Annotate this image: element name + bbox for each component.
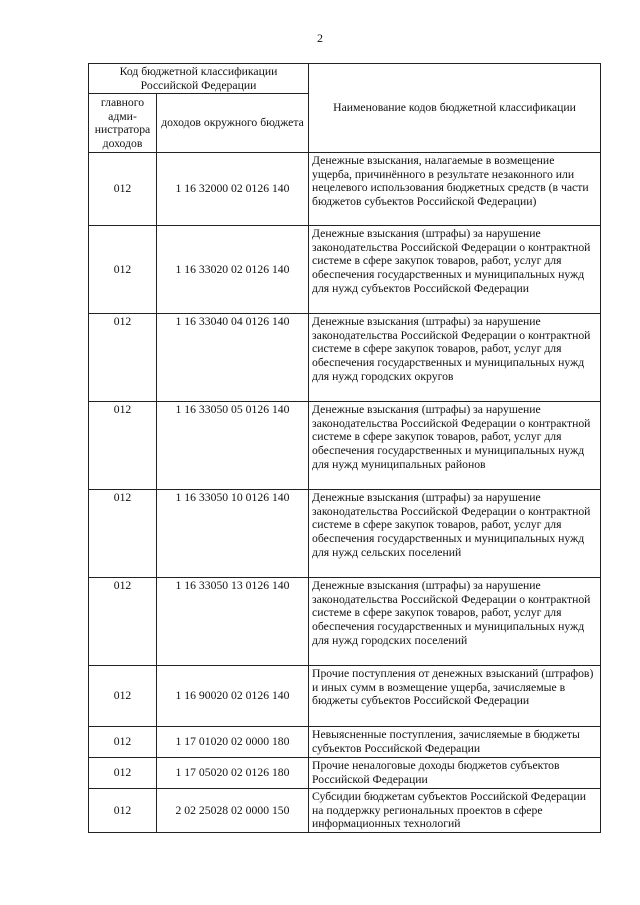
page-number: 2 bbox=[317, 31, 323, 45]
header-admin: главного адми-нистратора доходов bbox=[89, 94, 157, 153]
header-group: Код бюджетной классификации Российской Федерации bbox=[89, 64, 309, 94]
revenue-code-cell: 1 16 33020 02 0126 140 bbox=[157, 226, 309, 314]
revenue-code-cell: 1 16 33040 04 0126 140 bbox=[157, 314, 309, 402]
code-name-cell: Денежные взыскания (штрафы) за нарушение законодательства Российской Федерации о контрактной системе в сфере закупок товаров, работ, услуг для обеспечения государственных и муниципальных нужд для нужд муниципальных районов bbox=[309, 402, 601, 490]
revenue-code-cell: 1 16 33050 10 0126 140 bbox=[157, 490, 309, 578]
admin-code-cell: 012 bbox=[89, 758, 157, 789]
table-row bbox=[89, 758, 601, 789]
admin-code-cell: 012 bbox=[89, 226, 157, 314]
code-name-cell: Денежные взыскания (штрафы) за нарушение законодательства Российской Федерации о контрактной системе в сфере закупок товаров, работ, услуг для обеспечения государственных и муниципальных нужд для нужд субъектов Российской Федерации bbox=[309, 226, 601, 314]
code-name-cell: Денежные взыскания (штрафы) за нарушение законодательства Российской Федерации о контрактной системе в сфере закупок товаров, работ, услуг для обеспечения государственных и муниципальных нужд для нужд городских округов bbox=[309, 314, 601, 402]
admin-code-cell: 012 bbox=[89, 314, 157, 402]
code-name-cell: Прочие поступления от денежных взысканий (штрафов) и иных сумм в возмещение ущерба, зачисляемые в бюджеты субъектов Российской Федерации bbox=[309, 666, 601, 727]
revenue-code-cell: 1 16 33050 05 0126 140 bbox=[157, 402, 309, 490]
table-row bbox=[89, 226, 601, 314]
code-name-cell: Денежные взыскания (штрафы) за нарушение законодательства Российской Федерации о контрактной системе в сфере закупок товаров, работ, услуг для обеспечения государственных и муниципальных нужд для нужд сельских поселений bbox=[309, 490, 601, 578]
admin-code-cell: 012 bbox=[89, 789, 157, 833]
header-code: доходов окружного бюджета bbox=[157, 94, 309, 153]
revenue-code-cell: 1 16 33050 13 0126 140 bbox=[157, 578, 309, 666]
code-name-cell: Субсидии бюджетам субъектов Российской Федерации на поддержку региональных проектов в сфере информационных технологий bbox=[309, 789, 601, 833]
header-name: Наименование кодов бюджетной классификации bbox=[309, 64, 601, 153]
admin-code-cell: 012 bbox=[89, 153, 157, 226]
revenue-code-cell: 1 16 90020 02 0126 140 bbox=[157, 666, 309, 727]
admin-code-cell: 012 bbox=[89, 402, 157, 490]
admin-code-cell: 012 bbox=[89, 578, 157, 666]
budget-classification-table bbox=[88, 63, 601, 833]
code-name-cell: Прочие неналоговые доходы бюджетов субъектов Российской Федерации bbox=[309, 758, 601, 789]
admin-code-cell: 012 bbox=[89, 727, 157, 758]
table-row bbox=[89, 789, 601, 833]
table-row bbox=[89, 727, 601, 758]
table-row bbox=[89, 490, 601, 578]
revenue-code-cell: 1 16 32000 02 0126 140 bbox=[157, 153, 309, 226]
table-row bbox=[89, 153, 601, 226]
table-row bbox=[89, 314, 601, 402]
revenue-code-cell: 2 02 25028 02 0000 150 bbox=[157, 789, 309, 833]
code-name-cell: Денежные взыскания (штрафы) за нарушение законодательства Российской Федерации о контрактной системе в сфере закупок товаров, работ, услуг для обеспечения государственных и муниципальных нужд для нужд городских поселений bbox=[309, 578, 601, 666]
revenue-code-cell: 1 17 01020 02 0000 180 bbox=[157, 727, 309, 758]
admin-code-cell: 012 bbox=[89, 666, 157, 727]
code-name-cell: Денежные взыскания, налагаемые в возмещение ущерба, причинённого в результате незаконного или нецелевого использования бюджетных средств (в части бюджетов субъектов Российской Федерации) bbox=[309, 153, 601, 226]
table-row bbox=[89, 402, 601, 490]
admin-code-cell: 012 bbox=[89, 490, 157, 578]
table-row bbox=[89, 578, 601, 666]
table-row bbox=[89, 666, 601, 727]
revenue-code-cell: 1 17 05020 02 0126 180 bbox=[157, 758, 309, 789]
code-name-cell: Невыясненные поступления, зачисляемые в бюджеты субъектов Российской Федерации bbox=[309, 727, 601, 758]
